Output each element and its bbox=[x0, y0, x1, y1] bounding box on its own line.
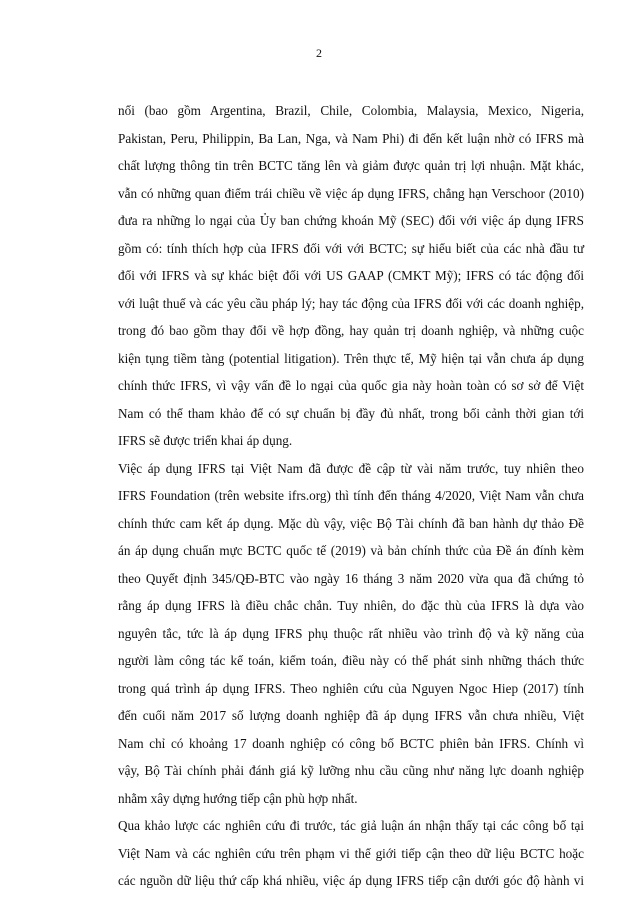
text-line: vẫn có những quan điểm trái chiều về việc áp dụng IFRS, chẳng hạn Verschoor (2010) bbox=[118, 185, 584, 201]
text-line: Việc áp dụng IFRS tại Việt Nam đã được đề cập từ vài năm trước, tuy nhiên theo bbox=[118, 460, 584, 476]
text-line: theo Quyết định 345/QĐ-BTC vào ngày 16 tháng 3 năm 2020 vừa qua đã chứng tỏ bbox=[118, 570, 584, 586]
text-line: Pakistan, Peru, Philippin, Ba Lan, Nga, và Nam Phi) đi đến kết luận nhờ có IFRS mà bbox=[118, 130, 584, 146]
text-line: Nam có thể tham khảo để có sự chuẩn bị đầy đủ nhất, trong bối cảnh thời gian tới bbox=[118, 405, 584, 421]
paragraph bbox=[118, 97, 584, 455]
paragraph bbox=[118, 455, 584, 813]
text-line: đối với IFRS và sự khác biệt đối với US GAAP (CMKT Mỹ); IFRS có tác động đối bbox=[118, 268, 584, 283]
text-line: nguyên tắc, tức là áp dụng IFRS phụ thuộc rất nhiều vào trình độ và kỹ năng của bbox=[118, 625, 584, 641]
text-line: đưa ra những lo ngại của Ủy ban chứng khoán Mỹ (SEC) đối với việc áp dụng IFRS bbox=[118, 213, 584, 228]
text-line: các nguồn dữ liệu thứ cấp khá nhiều, việc áp dụng IFRS tiếp cận dưới góc độ hành vi bbox=[118, 873, 584, 888]
text-line: chính thức cam kết áp dụng. Mặc dù vậy, việc Bộ Tài chính đã ban hành dự thảo Đề bbox=[118, 515, 584, 531]
text-line: nhằm xây dựng hướng tiếp cận phù hợp nhất. bbox=[118, 790, 358, 806]
text-line: rằng áp dụng IFRS là điều chắc chắn. Tuy nhiên, do đặc thù của IFRS là dựa vào bbox=[118, 598, 584, 613]
text-line: gồm có: tính thích hợp của IFRS đối với với BCTC; sự hiểu biết của các nhà đầu tư bbox=[118, 240, 584, 256]
text-line: IFRS sẽ được triển khai áp dụng. bbox=[118, 433, 293, 448]
text-line: vậy, Bộ Tài chính phải đánh giá kỹ lưỡng nhu cầu cũng như năng lực doanh nghiệp bbox=[118, 763, 584, 778]
paragraph bbox=[118, 812, 584, 895]
text-line: đến cuối năm 2017 số lượng doanh nghiệp đã áp dụng IFRS vẫn chưa nhiều, Việt bbox=[118, 708, 584, 723]
text-line: trong quá trình áp dụng IFRS. Theo nghiên cứu của Nguyen Ngoc Hiep (2017) tính bbox=[118, 680, 584, 696]
text-line: người làm công tác kế toán, kiểm toán, điều này có thể phát sinh những thách thức bbox=[118, 653, 584, 668]
text-line: án áp dụng chuẩn mực BCTC quốc tế (2019) và bản chính thức của Đề án đính kèm bbox=[118, 543, 584, 558]
text-line: Việt Nam và các nghiên cứu trên phạm vi thế giới tiếp cận theo dữ liệu BCTC hoặc bbox=[118, 845, 584, 861]
text-line: với luật thuế và các yêu cầu pháp lý; hay tác động của IFRS đối với các doanh nghiệp, bbox=[118, 295, 584, 311]
text-line: nối (bao gồm Argentina, Brazil, Chile, Colombia, Malaysia, Mexico, Nigeria, bbox=[118, 103, 584, 118]
text-line: chính thức IFRS, vì vậy vấn đề lo ngại của quốc gia này hoàn toàn có sơ sở để Việt bbox=[118, 378, 584, 393]
text-line: chất lượng thông tin trên BCTC tăng lên và giảm được quản trị lợi nhuận. Mặt khác, bbox=[118, 158, 584, 173]
text-line: Nam chỉ có khoảng 17 doanh nghiệp có công bố BCTC phiên bản IFRS. Chính vì bbox=[118, 735, 584, 751]
text-line: kiện tụng tiềm tàng (potential litigation). Trên thực tế, Mỹ hiện tại vẫn chưa áp dụng bbox=[118, 350, 584, 366]
text-line: IFRS Foundation (trên website ifrs.org) thì tính đến tháng 4/2020, Việt Nam vẫn chưa bbox=[118, 488, 584, 503]
document-body bbox=[118, 97, 584, 895]
text-line: trong đó bao gồm thay đổi về hợp đồng, hay quản trị doanh nghiệp, và những cuộc bbox=[118, 323, 584, 338]
page-number: 2 bbox=[316, 46, 322, 60]
text-line: Qua khảo lược các nghiên cứu đi trước, tác giả luận án nhận thấy tại các công bố tại bbox=[118, 818, 584, 833]
